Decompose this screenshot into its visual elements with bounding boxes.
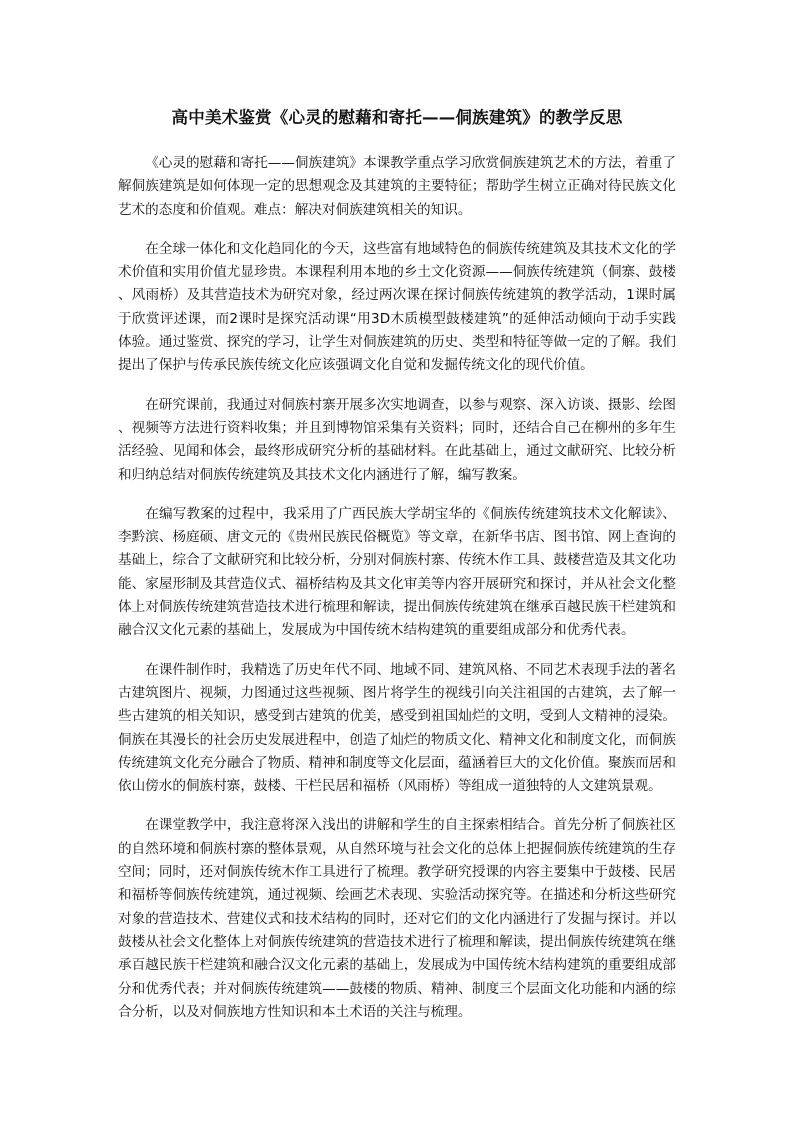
paragraph-research: 在研究课前，我通过对侗族村寨开展多次实地调查，以参与观察、深入访谈、摄影、绘图、视频等方法进行资料收集；并且到博物馆采集有关资料；同时，还结合自己在柳州的多年生活经验、见闻和体会，最终形成研究分析的基础材料。在此基础上，通过文献研究、比较分析和归纳总结对侗族传统建筑及其技术文化内涵进行了解，编写教案。: [118, 396, 676, 483]
paragraph-classroom: 在课堂教学中，我注意将深入浅出的讲解和学生的自主探索相结合。首先分析了侗族社区的自然环境和侗族村寨的整体景观，从自然环境与社会文化的总体上把握侗族传统建筑的生存空间；同时，还对侗族传统木作工具进行了梳理。教学研究授课的内容主要集中于鼓楼、民居和福桥等侗族传统建筑，通过视频、绘画艺术表现、实验活动探究等。在描述和分析这些研究对象的营造技术、营建仪式和技术结构的同时，还对它们的文化内涵进行了发掘与探讨。并以鼓楼从社会文化整体上对侗族传统建筑的营造技术进行了梳理和解读，提出侗族传统建筑在继承百越民族干栏建筑和融合汉文化元素的基础上，发展成为中国传统木结构建筑的重要组成部分和优秀代表；并对侗族传统建筑——鼓楼的物质、精神、制度三个层面文化功能和内涵的综合分析，以及对侗族地方性知识和本土术语的关注与梳理。: [118, 817, 676, 1020]
paragraph-courseware: 在课件制作时，我精选了历史年代不同、地域不同、建筑风格、不同艺术表现手法的著名古建筑图片、视频，力图通过这些视频、图片将学生的视线引向关注祖国的古建筑，去了解一些古建筑的相关知识，感受到古建筑的优美，感受到祖国灿烂的文明，受到人文精神的浸染。侗族在其漫长的社会历史发展进程中，创造了灿烂的物质文化、精神文化和制度文化，而侗族传统建筑文化充分融合了物质、精神和制度等文化层面，蕴涵着巨大的文化价值。聚族而居和依山傍水的侗族村寨，鼓楼、干栏民居和福桥（风雨桥）等组成一道独特的人文建筑景观。: [118, 661, 676, 795]
paragraph-intro: 《心灵的慰藉和寄托——侗族建筑》本课教学重点学习欣赏侗族建筑艺术的方法，着重了解侗族建筑是如何体现一定的思想观念及其建筑的主要特征；帮助学生树立正确对待民族文化艺术的态度和价值观。难点：解决对侗族建筑相关的知识。: [118, 155, 676, 218]
paragraph-background: 在全球一体化和文化趋同化的今天，这些富有地域特色的侗族传统建筑及其技术文化的学术价值和实用价值尤显珍贵。本课程利用本地的乡土文化资源——侗族传统建筑（侗寨、鼓楼、风雨桥）及其营造技术为研究对象，经过两次课在探讨侗族传统建筑的教学活动，1课时属于欣赏评述课，而2课时是探究活动课“用3D木质模型鼓楼建筑”的延伸活动倾向于动手实践体验。通过鉴赏、探究的学习，让学生对侗族建筑的历史、类型和特征等做一定的了解。我们提出了保护与传承民族传统文化应该强调文化自觉和发掘传统文化的现代价值。: [118, 240, 676, 374]
paragraph-lesson-plan: 在编写教案的过程中，我采用了广西民族大学胡宝华的《侗族传统建筑技术文化解读》、李黔滨、杨庭硕、唐文元的《贵州民族民俗概览》等文章，在新华书店、图书馆、网上查询的基础上，综合了文献研究和比较分析，分别对侗族村寨、传统木作工具、鼓楼营造及其文化功能、家屋形制及其营造仪式、福桥结构及其文化审美等内容开展研究和探讨，并从社会文化整体上对侗族传统建筑营造技术进行梳理和解读，提出侗族传统建筑在继承百越民族干栏建筑和融合汉文化元素的基础上，发展成为中国传统木结构建筑的重要组成部分和优秀代表。: [118, 505, 676, 639]
document-title: 高中美术鉴赏《心灵的慰藉和寄托——侗族建筑》的教学反思: [171, 108, 623, 127]
